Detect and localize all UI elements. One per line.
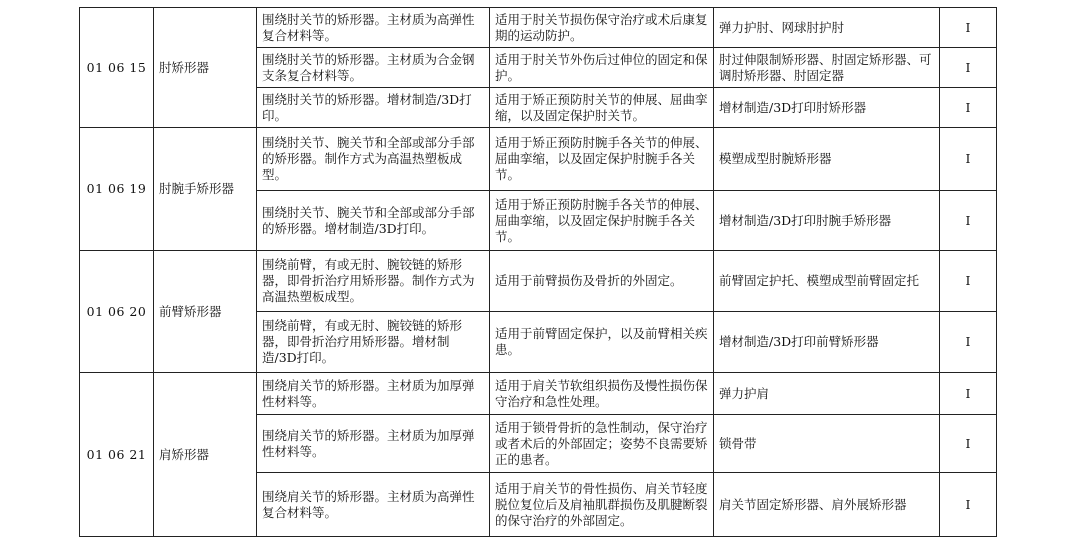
- product-description: 围绕肩关节的矫形器。主材质为加厚弹性材料等。: [257, 415, 490, 473]
- product-description: 围绕肩关节的矫形器。主材质为加厚弹性材料等。: [257, 373, 490, 415]
- category-name: 肘腕手矫形器: [154, 128, 257, 251]
- product-examples: 前臂固定护托、模塑成型前臂固定托: [714, 251, 940, 312]
- table-row: [80, 128, 997, 191]
- category-name: 前臂矫形器: [154, 251, 257, 373]
- product-examples: 增材制造/3D打印肘腕手矫形器: [714, 191, 940, 251]
- product-description: 围绕肘关节的矫形器。增材制造/3D打印。: [257, 88, 490, 128]
- category-code: 01 06 21: [80, 373, 154, 537]
- management-class: I: [940, 415, 997, 473]
- intended-use: 适用于肘关节外伤后过伸位的固定和保护。: [490, 48, 714, 88]
- table-row: [80, 251, 997, 312]
- management-class: I: [940, 88, 997, 128]
- product-description: 围绕肘关节、腕关节和全部或部分手部的矫形器。增材制造/3D打印。: [257, 191, 490, 251]
- product-description: 围绕前臂，有或无肘、腕铰链的矫形器，即骨折治疗用矫形器。制作方式为高温热塑板成型。: [257, 251, 490, 312]
- product-examples: 模塑成型肘腕矫形器: [714, 128, 940, 191]
- product-examples: 肘过伸限制矫形器、肘固定矫形器、可调肘矫形器、肘固定器: [714, 48, 940, 88]
- product-description: 围绕肘关节的矫形器。主材质为合金钢支条复合材料等。: [257, 48, 490, 88]
- intended-use: 适用于肩关节软组织损伤及慢性损伤保守治疗和急性处理。: [490, 373, 714, 415]
- product-examples: 肩关节固定矫形器、肩外展矫形器: [714, 473, 940, 537]
- category-name: 肘矫形器: [154, 8, 257, 128]
- intended-use: 适用于肘关节损伤保守治疗或术后康复期的运动防护。: [490, 8, 714, 48]
- table-row: [80, 373, 997, 415]
- management-class: I: [940, 8, 997, 48]
- intended-use: 适用于矫正预防肘腕手各关节的伸展、屈曲挛缩，以及固定保护肘腕手各关节。: [490, 128, 714, 191]
- category-name: 肩矫形器: [154, 373, 257, 537]
- intended-use: 适用于肩关节的骨性损伤、肩关节轻度脱位复位后及肩袖肌群损伤及肌腱断裂的保守治疗的外部固定。: [490, 473, 714, 537]
- product-examples: 弹力护肘、网球肘护肘: [714, 8, 940, 48]
- management-class: I: [940, 48, 997, 88]
- management-class: I: [940, 251, 997, 312]
- product-examples: 弹力护肩: [714, 373, 940, 415]
- category-code: 01 06 20: [80, 251, 154, 373]
- management-class: I: [940, 373, 997, 415]
- intended-use: 适用于矫正预防肘关节的伸展、屈曲挛缩，以及固定保护肘关节。: [490, 88, 714, 128]
- product-description: 围绕肘关节、腕关节和全部或部分手部的矫形器。制作方式为高温热塑板成型。: [257, 128, 490, 191]
- product-examples: 增材制造/3D打印肘矫形器: [714, 88, 940, 128]
- product-examples: 锁骨带: [714, 415, 940, 473]
- management-class: I: [940, 191, 997, 251]
- intended-use: 适用于矫正预防肘腕手各关节的伸展、屈曲挛缩，以及固定保护肘腕手各关节。: [490, 191, 714, 251]
- product-description: 围绕肘关节的矫形器。主材质为高弹性复合材料等。: [257, 8, 490, 48]
- management-class: I: [940, 312, 997, 373]
- management-class: I: [940, 128, 997, 191]
- product-examples: 增材制造/3D打印前臂矫形器: [714, 312, 940, 373]
- catalog-table: [79, 7, 997, 537]
- intended-use: 适用于前臂固定保护，以及前臂相关疾患。: [490, 312, 714, 373]
- intended-use: 适用于锁骨骨折的急性制动，保守治疗或者术后的外部固定；姿势不良需要矫正的患者。: [490, 415, 714, 473]
- management-class: I: [940, 473, 997, 537]
- category-code: 01 06 15: [80, 8, 154, 128]
- table-row: [80, 8, 997, 48]
- intended-use: 适用于前臂损伤及骨折的外固定。: [490, 251, 714, 312]
- product-description: 围绕肩关节的矫形器。主材质为高弹性复合材料等。: [257, 473, 490, 537]
- category-code: 01 06 19: [80, 128, 154, 251]
- product-description: 围绕前臂，有或无肘、腕铰链的矫形器，即骨折治疗用矫形器。增材制造/3D打印。: [257, 312, 490, 373]
